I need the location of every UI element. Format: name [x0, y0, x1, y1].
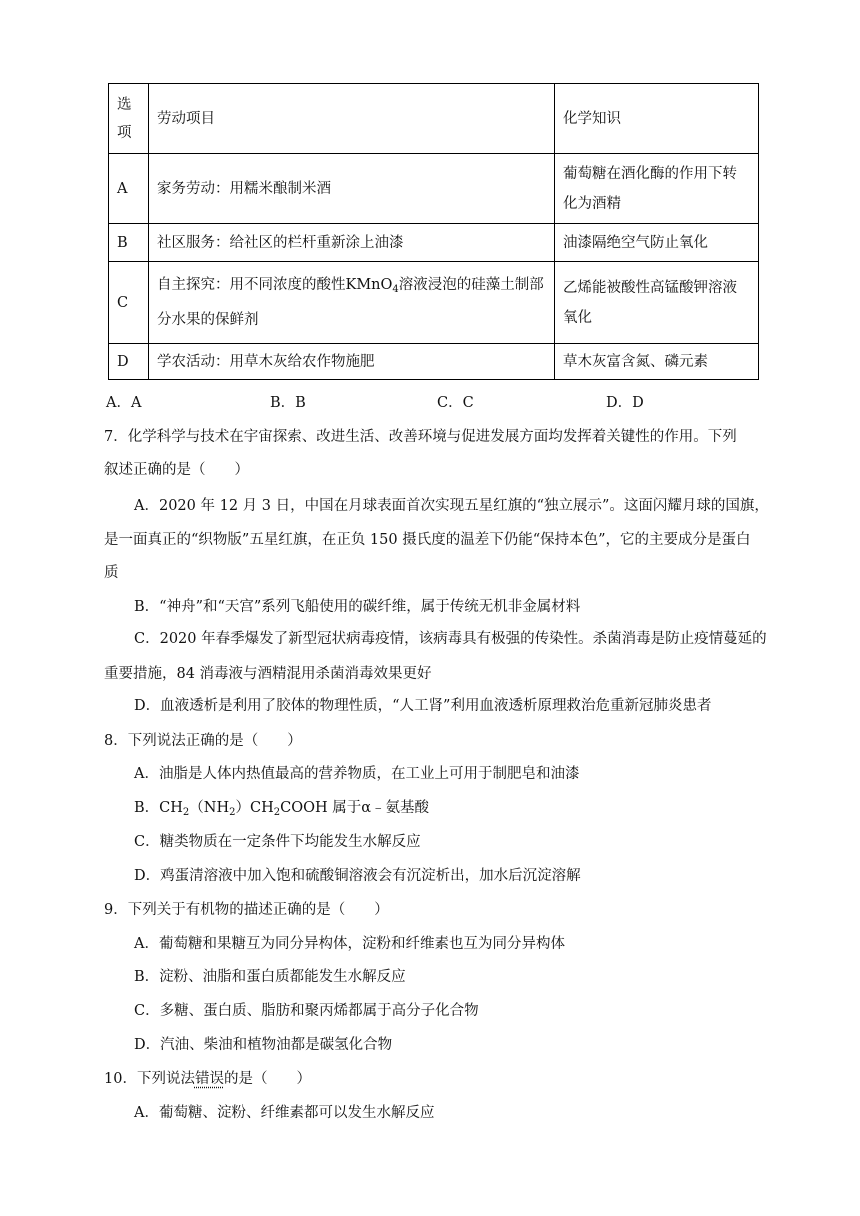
table-row — [109, 344, 759, 380]
q7-option-b[interactable]: B．“神舟”和“天宫”系列飞船使用的碳纤维，属于传统无机非金属材料 — [134, 599, 581, 615]
table-header-row — [109, 84, 759, 154]
q10-option-a[interactable]: A．葡萄糖、淀粉、纤维素都可以发生水解反应 — [134, 1105, 435, 1121]
row-knowledge: 草木灰富含氮、磷元素 — [555, 344, 759, 380]
row-project: 家务劳动：用糯米酿制米酒 — [149, 154, 555, 224]
row-project: 社区服务：给社区的栏杆重新涂上油漆 — [149, 224, 555, 262]
q7-stem-cont: 叙述正确的是（ ） — [104, 462, 249, 478]
table-row — [109, 224, 759, 262]
row-knowledge: 葡萄糖在酒化酶的作用下转化为酒精 — [555, 154, 759, 224]
emphasis-wrong: 错误 — [194, 1071, 224, 1087]
q7-option-a-cont: 是一面真正的“织物版”五星红旗，在正负 150 摄氏度的温差下仍能“保持本色”，它的主要成分是蛋白 — [104, 532, 751, 548]
q7-option-d[interactable]: D．血液透析是利用了胶体的物理性质，“人工肾”利用血液透析原理救治危重新冠肺炎患者 — [134, 698, 712, 714]
q7-option-a[interactable]: A．2020 年 12 月 3 日，中国在月球表面首次实现五星红旗的“独立展示”。这面闪耀月球的国旗， — [134, 498, 769, 514]
header-knowledge: 化学知识 — [555, 84, 759, 154]
q9-option-c[interactable]: C．多糖、蛋白质、脂肪和聚丙烯都属于高分子化合物 — [134, 1003, 479, 1019]
row-option: B — [109, 224, 149, 262]
row-knowledge: 油漆隔绝空气防止氧化 — [555, 224, 759, 262]
choice-a[interactable]: A．A — [106, 395, 142, 411]
q10-stem: 10．下列说法错误的是（ ） — [104, 1071, 311, 1087]
header-project: 劳动项目 — [149, 84, 555, 154]
q8-stem: 8．下列说法正确的是（ ） — [104, 733, 302, 749]
q8-option-c[interactable]: C．糖类物质在一定条件下均能发生水解反应 — [134, 834, 421, 850]
row-knowledge: 乙烯能被酸性高锰酸钾溶液氧化 — [555, 262, 759, 344]
q8-option-b[interactable]: B．$CH_2(NH_2)CH_2COOH$ 属于α﹣氨基酸 — [134, 800, 430, 818]
q9-option-d[interactable]: D．汽油、柴油和植物油都是碳氢化合物 — [134, 1037, 393, 1053]
project-text-post: 溶液浸泡的硅藻土制部分水果的保鲜剂 — [157, 277, 544, 328]
labor-chemistry-table — [108, 83, 759, 380]
table-row — [109, 154, 759, 224]
row-option: D — [109, 344, 149, 380]
q8-option-a[interactable]: A．油脂是人体内热值最高的营养物质，在工业上可用于制肥皂和油漆 — [134, 766, 580, 782]
project-text-pre: 自主探究：用不同浓度的酸性 — [157, 277, 346, 293]
q7-option-a-cont: 质 — [104, 565, 119, 581]
q9-option-b[interactable]: B．淀粉、油脂和蛋白质都能发生水解反应 — [134, 969, 406, 985]
q8-option-d[interactable]: D．鸡蛋清溶液中加入饱和硫酸铜溶液会有沉淀析出，加水后沉淀溶解 — [134, 868, 581, 884]
choice-b[interactable]: B．B — [270, 395, 306, 411]
choice-c[interactable]: C．C — [437, 395, 474, 411]
q7-option-c[interactable]: C．2020 年春季爆发了新型冠状病毒疫情，该病毒具有极强的传染性。杀菌消毒是防止疫情蔓延的 — [134, 631, 767, 647]
row-option: C — [109, 262, 149, 344]
q9-option-a[interactable]: A．葡萄糖和果糖互为同分异构体，淀粉和纤维素也互为同分异构体 — [134, 936, 565, 952]
row-project: 学农活动：用草木灰给农作物施肥 — [149, 344, 555, 380]
table-row — [109, 262, 759, 344]
q7-stem: 7．化学科学与技术在宇宙探索、改进生活、改善环境与促进发展方面均发挥着关键性的作用。下列 — [104, 429, 737, 445]
q7-option-c-cont: 重要措施，84 消毒液与酒精混用杀菌消毒效果更好 — [104, 666, 432, 682]
header-option: 选项 — [109, 84, 149, 154]
row-option: A — [109, 154, 149, 224]
kmno4-formula: KMnO$_4$ — [345, 277, 399, 295]
q9-stem: 9．下列关于有机物的描述正确的是（ ） — [104, 902, 389, 918]
row-project — [149, 262, 555, 344]
choice-d[interactable]: D．D — [606, 395, 644, 411]
